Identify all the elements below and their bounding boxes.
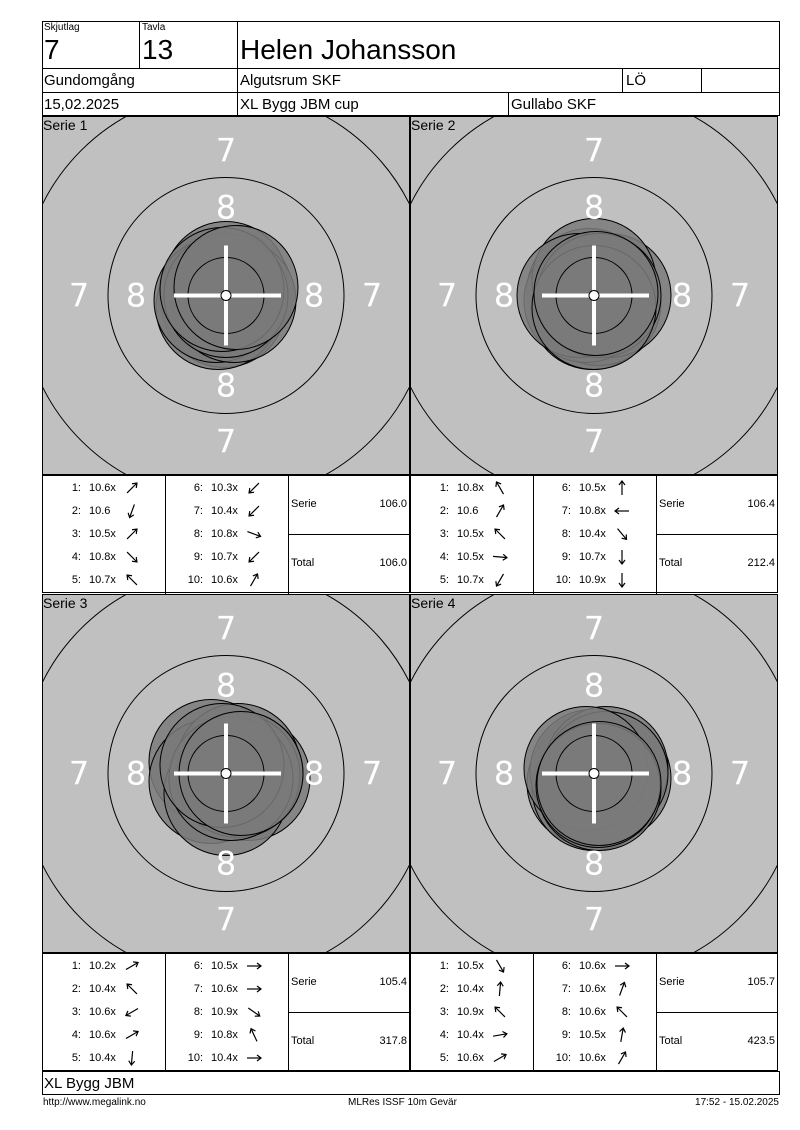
shot-direction-arrow-icon	[613, 1003, 631, 1021]
shot-direction-arrow-icon	[123, 571, 141, 589]
shot-row	[173, 476, 283, 500]
tavla-label: Tavla	[142, 22, 166, 33]
table-vdiv-1	[533, 954, 534, 1072]
ring-number: 8	[215, 366, 237, 405]
shot-value: 10.6x	[579, 1052, 606, 1064]
footer-team-box	[42, 1071, 780, 1095]
ring-number: 7	[215, 609, 237, 648]
header-divider-1	[42, 68, 780, 69]
header-vdiv-organizer	[508, 92, 509, 116]
ring-number: 7	[583, 609, 605, 648]
shot-row	[51, 499, 161, 523]
header-vdiv-name	[237, 21, 238, 116]
ring-number: 8	[583, 188, 605, 227]
total-label: Total	[291, 1035, 315, 1047]
shot-value: 10.6x	[89, 1029, 116, 1041]
shot-number: 6:	[193, 960, 203, 972]
shot-number: 8:	[193, 528, 203, 540]
shot-value: 10.3x	[211, 482, 238, 494]
shot-number: 7:	[193, 983, 203, 995]
shot-number: 3:	[71, 1006, 81, 1018]
shot-row	[419, 545, 529, 569]
shooter-name: Helen Johansson	[240, 34, 457, 65]
shot-row	[541, 545, 651, 569]
shot-row	[51, 1023, 161, 1047]
shot-direction-arrow-icon	[491, 957, 509, 975]
shot-direction-arrow-icon	[613, 957, 631, 975]
shot-direction-arrow-icon	[613, 571, 631, 589]
table-vdiv-1	[165, 476, 166, 594]
ring-number: 7	[436, 754, 458, 793]
shot-value: 10.2x	[89, 960, 116, 972]
club-name: Algutsrum SKF	[240, 72, 341, 89]
shot-row	[173, 977, 283, 1001]
shot-direction-arrow-icon	[491, 479, 509, 497]
shot-number: 5:	[71, 1052, 81, 1064]
shot-direction-arrow-icon	[491, 548, 509, 566]
shot-row	[173, 1046, 283, 1070]
shot-row	[419, 499, 529, 523]
shot-value: 10.5x	[211, 960, 238, 972]
shot-number: 4:	[439, 551, 449, 563]
shot-number: 3:	[439, 1006, 449, 1018]
shot-row	[51, 1000, 161, 1024]
shot-value: 10.6x	[579, 1006, 606, 1018]
shot-value: 10.4x	[89, 983, 116, 995]
mpi-center	[221, 291, 231, 301]
shot-number: 9:	[193, 1029, 203, 1041]
ring-number: 7	[68, 754, 90, 793]
table-vdiv-2	[656, 954, 657, 1072]
shot-number: 4:	[71, 551, 81, 563]
shot-value: 10.7x	[211, 551, 238, 563]
shot-row	[541, 568, 651, 592]
shot-direction-arrow-icon	[491, 980, 509, 998]
shot-value: 10.4x	[457, 983, 484, 995]
target-panel	[410, 594, 778, 953]
target-svg	[43, 595, 409, 952]
shot-direction-arrow-icon	[613, 980, 631, 998]
shot-number: 2:	[439, 505, 449, 517]
shot-value: 10.6	[89, 505, 111, 517]
footer-timestamp: 17:52 - 15.02.2025	[695, 1097, 779, 1108]
target-svg	[411, 595, 777, 952]
ring-number: 7	[583, 131, 605, 170]
shot-direction-arrow-icon	[245, 1049, 263, 1067]
table-vdiv-2	[656, 476, 657, 594]
shot-row	[173, 954, 283, 978]
shot-row	[173, 522, 283, 546]
shot-number: 4:	[439, 1029, 449, 1041]
shot-row	[51, 545, 161, 569]
shot-number: 9:	[193, 551, 203, 563]
shot-value: 10.5x	[579, 1029, 606, 1041]
shot-number: 1:	[71, 482, 81, 494]
shot-value: 10.4x	[579, 528, 606, 540]
shot-number: 1:	[439, 960, 449, 972]
total-label: Total	[659, 1035, 683, 1047]
shot-direction-arrow-icon	[613, 525, 631, 543]
shot-number: 5:	[439, 1052, 449, 1064]
ring-number: 8	[215, 666, 237, 705]
shot-direction-arrow-icon	[245, 525, 263, 543]
shot-number: 10:	[555, 1052, 571, 1064]
ring-number: 8	[215, 844, 237, 883]
shot-direction-arrow-icon	[245, 1003, 263, 1021]
shot-number: 10:	[187, 1052, 203, 1064]
shot-row	[541, 977, 651, 1001]
shot-value: 10.4x	[89, 1052, 116, 1064]
target-panel	[410, 116, 778, 475]
ring-number: 7	[215, 422, 237, 461]
shot-hit	[174, 226, 298, 350]
shot-value: 10.4x	[211, 1052, 238, 1064]
ring-number: 7	[583, 900, 605, 939]
shot-number: 7:	[561, 983, 571, 995]
shot-direction-arrow-icon	[245, 502, 263, 520]
ring-number: 8	[583, 366, 605, 405]
table-hdiv-total	[288, 1012, 410, 1013]
serie-value: 106.0	[379, 498, 407, 510]
shot-number: 9:	[561, 551, 571, 563]
ring-number: 8	[215, 188, 237, 227]
team-name: XL Bygg JBM	[44, 1075, 135, 1092]
shot-value: 10.5x	[579, 482, 606, 494]
shot-direction-arrow-icon	[123, 1026, 141, 1044]
shot-number: 5:	[439, 574, 449, 586]
shot-number: 1:	[71, 960, 81, 972]
ring-number: 8	[303, 754, 325, 793]
shot-direction-arrow-icon	[491, 502, 509, 520]
ring-number: 7	[68, 276, 90, 315]
ring-number: 8	[493, 754, 515, 793]
shot-value: 10.9x	[457, 1006, 484, 1018]
shot-row	[419, 1046, 529, 1070]
shot-number: 4:	[71, 1029, 81, 1041]
ring-number: 7	[436, 276, 458, 315]
target-svg	[43, 117, 409, 474]
ring-number: 8	[583, 666, 605, 705]
ring-number: 8	[125, 754, 147, 793]
series-title: Serie 2	[411, 117, 456, 133]
total-label: Total	[659, 557, 683, 569]
shot-direction-arrow-icon	[245, 957, 263, 975]
total-value: 423.5	[747, 1035, 775, 1047]
shot-value: 10.6x	[89, 1006, 116, 1018]
shot-direction-arrow-icon	[613, 1026, 631, 1044]
shot-direction-arrow-icon	[123, 479, 141, 497]
shot-row	[419, 954, 529, 978]
shot-row	[51, 476, 161, 500]
table-hdiv-total	[288, 534, 410, 535]
shot-row	[541, 522, 651, 546]
header-divider-2	[42, 92, 780, 93]
shot-hit	[537, 722, 661, 846]
serie-value: 105.7	[747, 976, 775, 988]
ring-number: 8	[671, 276, 693, 315]
shot-number: 6:	[561, 960, 571, 972]
ring-number: 7	[729, 276, 751, 315]
table-hdiv-total	[656, 534, 778, 535]
ring-number: 8	[583, 844, 605, 883]
footer-url[interactable]: http://www.megalink.no	[43, 1097, 146, 1108]
shot-direction-arrow-icon	[245, 548, 263, 566]
shot-value: 10.8x	[89, 551, 116, 563]
shot-row	[51, 522, 161, 546]
shot-row	[541, 1023, 651, 1047]
shot-value: 10.5x	[457, 551, 484, 563]
score-table	[410, 953, 778, 1071]
shot-row	[419, 977, 529, 1001]
series-title: Serie 1	[43, 117, 88, 133]
tavla-value: 13	[142, 34, 174, 65]
ring-number: 8	[303, 276, 325, 315]
shot-row	[419, 1023, 529, 1047]
shot-value: 10.9x	[579, 574, 606, 586]
shot-row	[541, 954, 651, 978]
serie-label: Serie	[291, 976, 317, 988]
shot-number: 2:	[71, 983, 81, 995]
shot-direction-arrow-icon	[123, 525, 141, 543]
target-panel	[42, 594, 410, 953]
ring-number: 7	[583, 422, 605, 461]
shot-row	[173, 545, 283, 569]
skjutlag-label: Skjutlag	[44, 22, 80, 33]
table-vdiv-1	[533, 476, 534, 594]
shot-direction-arrow-icon	[613, 502, 631, 520]
shot-row	[51, 954, 161, 978]
ring-number: 8	[671, 754, 693, 793]
shot-row	[541, 1046, 651, 1070]
total-value: 106.0	[379, 557, 407, 569]
ring-number: 7	[215, 900, 237, 939]
competition-name: XL Bygg JBM cup	[240, 96, 359, 113]
shot-direction-arrow-icon	[613, 1049, 631, 1067]
shot-value: 10.6x	[579, 983, 606, 995]
shot-row	[419, 568, 529, 592]
shot-direction-arrow-icon	[491, 525, 509, 543]
table-hdiv-total	[656, 1012, 778, 1013]
shot-number: 7:	[561, 505, 571, 517]
header-vdiv-class	[622, 68, 623, 92]
table-vdiv-1	[165, 954, 166, 1072]
shot-value: 10.6x	[457, 1052, 484, 1064]
shot-row	[419, 1000, 529, 1024]
serie-label: Serie	[659, 976, 685, 988]
shot-value: 10.8x	[579, 505, 606, 517]
shot-row	[173, 499, 283, 523]
target-svg	[411, 117, 777, 474]
shot-direction-arrow-icon	[245, 479, 263, 497]
ring-number: 8	[493, 276, 515, 315]
shot-direction-arrow-icon	[491, 1003, 509, 1021]
ring-number: 7	[215, 131, 237, 170]
score-table	[410, 475, 778, 593]
shot-row	[173, 1023, 283, 1047]
shot-number: 8:	[561, 528, 571, 540]
header-vdiv-empty	[701, 68, 702, 92]
shot-row	[541, 499, 651, 523]
shot-value: 10.4x	[211, 505, 238, 517]
skjutlag-value: 7	[44, 34, 60, 65]
shot-number: 8:	[561, 1006, 571, 1018]
shot-number: 6:	[561, 482, 571, 494]
shot-direction-arrow-icon	[245, 980, 263, 998]
date: 15,02.2025	[44, 96, 120, 113]
shot-number: 3:	[71, 528, 81, 540]
shot-value: 10.6x	[89, 482, 116, 494]
shot-value: 10.6x	[211, 983, 238, 995]
footer-software: MLRes ISSF 10m Gevär	[348, 1097, 457, 1108]
target-panel	[42, 116, 410, 475]
shot-row	[51, 977, 161, 1001]
shot-direction-arrow-icon	[491, 1049, 509, 1067]
total-value: 212.4	[747, 557, 775, 569]
table-vdiv-2	[288, 954, 289, 1072]
organizer: Gullabo SKF	[511, 96, 597, 113]
series-title: Serie 4	[411, 595, 456, 611]
serie-value: 106.4	[747, 498, 775, 510]
shot-value: 10.7x	[579, 551, 606, 563]
mpi-center	[589, 291, 599, 301]
mpi-center	[589, 769, 599, 779]
shot-number: 8:	[193, 1006, 203, 1018]
shot-number: 7:	[193, 505, 203, 517]
shot-direction-arrow-icon	[491, 571, 509, 589]
shot-row	[51, 568, 161, 592]
shot-value: 10.8x	[457, 482, 484, 494]
shot-value: 10.7x	[89, 574, 116, 586]
shot-value: 10.7x	[457, 574, 484, 586]
serie-label: Serie	[291, 498, 317, 510]
shot-value: 10.9x	[211, 1006, 238, 1018]
shot-number: 9:	[561, 1029, 571, 1041]
shot-number: 1:	[439, 482, 449, 494]
mpi-center	[221, 769, 231, 779]
shot-row	[541, 1000, 651, 1024]
shot-number: 2:	[439, 983, 449, 995]
shot-value: 10.6	[457, 505, 479, 517]
shot-number: 10:	[555, 574, 571, 586]
shot-row	[419, 476, 529, 500]
class-label: Gundomgång	[44, 72, 135, 89]
shot-number: 3:	[439, 528, 449, 540]
shot-direction-arrow-icon	[613, 479, 631, 497]
ring-number: 7	[361, 276, 383, 315]
event-class: LÖ	[626, 72, 647, 89]
shot-row	[541, 476, 651, 500]
shot-direction-arrow-icon	[123, 980, 141, 998]
shot-number: 6:	[193, 482, 203, 494]
shot-row	[173, 1000, 283, 1024]
shot-direction-arrow-icon	[491, 1026, 509, 1044]
total-value: 317.8	[379, 1035, 407, 1047]
shot-direction-arrow-icon	[245, 1026, 263, 1044]
shot-value: 10.8x	[211, 528, 238, 540]
header-vdiv-tavla	[139, 21, 140, 68]
shot-row	[51, 1046, 161, 1070]
shot-direction-arrow-icon	[123, 957, 141, 975]
shot-number: 2:	[71, 505, 81, 517]
serie-value: 105.4	[379, 976, 407, 988]
shot-direction-arrow-icon	[123, 1049, 141, 1067]
ring-number: 7	[729, 754, 751, 793]
ring-number: 7	[361, 754, 383, 793]
shot-value: 10.5x	[457, 960, 484, 972]
shot-value: 10.8x	[211, 1029, 238, 1041]
shot-value: 10.5x	[89, 528, 116, 540]
ring-number: 8	[125, 276, 147, 315]
score-table	[42, 475, 410, 593]
series-title: Serie 3	[43, 595, 88, 611]
shot-row	[173, 568, 283, 592]
table-vdiv-2	[288, 476, 289, 594]
shot-value: 10.4x	[457, 1029, 484, 1041]
shot-direction-arrow-icon	[123, 1003, 141, 1021]
shot-row	[419, 522, 529, 546]
shot-value: 10.6x	[211, 574, 238, 586]
shot-direction-arrow-icon	[245, 571, 263, 589]
shot-value: 10.6x	[579, 960, 606, 972]
total-label: Total	[291, 557, 315, 569]
shot-number: 5:	[71, 574, 81, 586]
shot-direction-arrow-icon	[123, 502, 141, 520]
serie-label: Serie	[659, 498, 685, 510]
shot-number: 10:	[187, 574, 203, 586]
shot-value: 10.5x	[457, 528, 484, 540]
score-table	[42, 953, 410, 1071]
shot-direction-arrow-icon	[613, 548, 631, 566]
shot-direction-arrow-icon	[123, 548, 141, 566]
